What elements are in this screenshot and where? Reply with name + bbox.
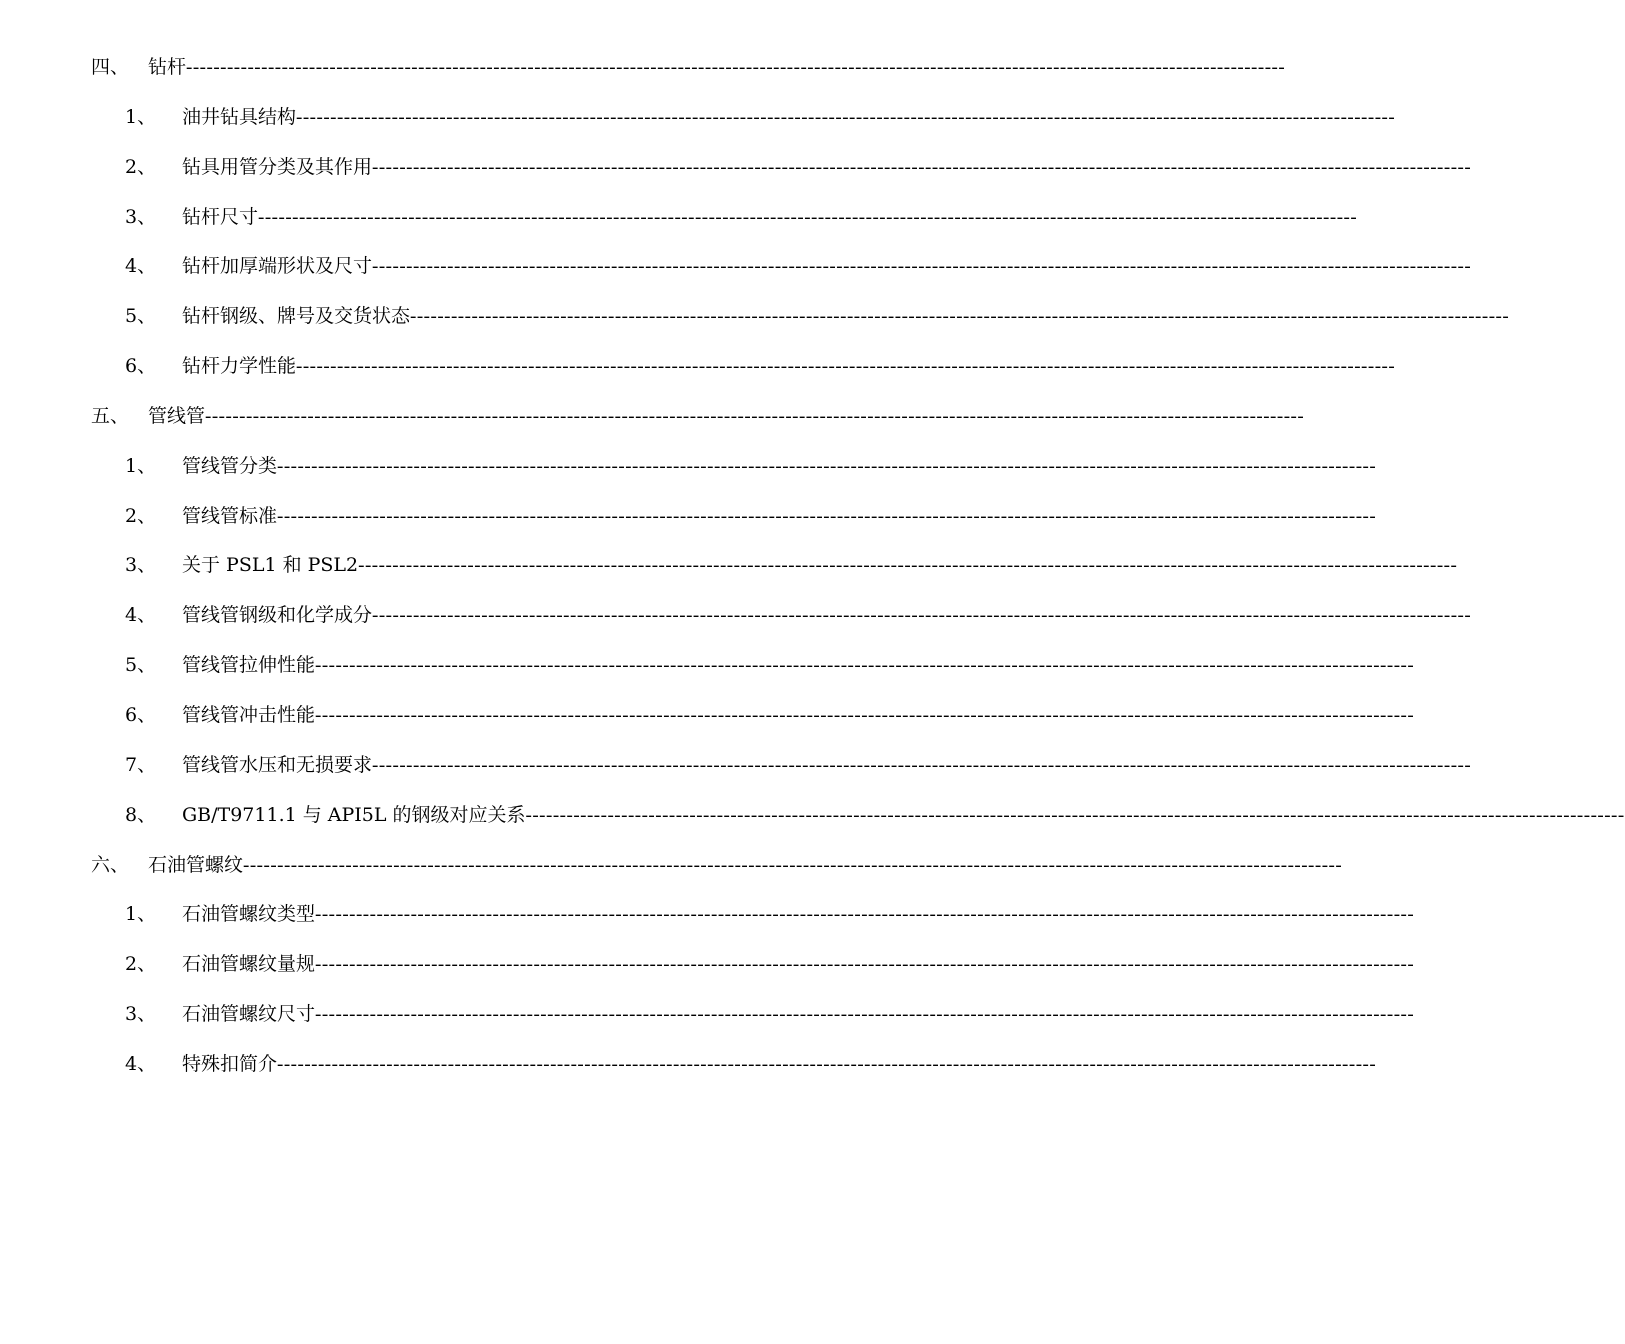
toc-number: 2、 bbox=[125, 155, 157, 178]
toc-number: 7、 bbox=[125, 753, 157, 776]
toc-chapter[interactable] bbox=[0, 47, 1286, 97]
toc-section[interactable] bbox=[0, 496, 1377, 546]
toc-number: 3、 bbox=[125, 554, 157, 577]
toc-number: 四、 bbox=[91, 56, 130, 78]
toc-leader: ----------------------------------------------------------------------------------------------------------------------------------------------------------------- bbox=[315, 655, 1415, 677]
toc-chapter[interactable] bbox=[0, 845, 1343, 895]
toc-number: 2、 bbox=[125, 953, 157, 976]
toc-title: GB/T9711.1 与 API5L 的钢级对应关系 bbox=[182, 803, 526, 826]
toc-leader: ----------------------------------------------------------------------------------------------------------------------------------------------------------------- bbox=[525, 804, 1625, 826]
toc-number: 五、 bbox=[91, 404, 130, 427]
toc-leader: ----------------------------------------------------------------------------------------------------------------------------------------------------------------- bbox=[277, 1053, 1377, 1075]
toc-leader: ----------------------------------------------------------------------------------------------------------------------------------------------------------------- bbox=[372, 605, 1472, 627]
toc-number: 6、 bbox=[125, 703, 157, 726]
toc-leader: ----------------------------------------------------------------------------------------------------------------------------------------------------------------- bbox=[410, 306, 1510, 328]
toc-section[interactable] bbox=[0, 97, 1396, 147]
toc-number: 六、 bbox=[91, 853, 130, 876]
toc-leader: ----------------------------------------------------------------------------------------------------------------------------------------------------------------- bbox=[296, 356, 1396, 378]
toc-leader: ----------------------------------------------------------------------------------------------------------------------------------------------------------------- bbox=[258, 206, 1358, 228]
toc-number: 4、 bbox=[125, 604, 157, 627]
toc-section[interactable] bbox=[0, 994, 1415, 1044]
toc-leader: ----------------------------------------------------------------------------------------------------------------------------------------------------------------- bbox=[315, 1004, 1415, 1026]
toc-number: 5、 bbox=[125, 305, 157, 328]
toc-number: 3、 bbox=[125, 205, 157, 228]
toc-leader: ----------------------------------------------------------------------------------------------------------------------------------------------------------------- bbox=[277, 455, 1377, 477]
toc-leader: ----------------------------------------------------------------------------------------------------------------------------------------------------------------- bbox=[315, 704, 1415, 726]
toc-number: 5、 bbox=[125, 654, 157, 677]
toc-section[interactable] bbox=[0, 944, 1415, 994]
toc-leader: ----------------------------------------------------------------------------------------------------------------------------------------------------------------- bbox=[372, 256, 1472, 278]
toc-section[interactable] bbox=[0, 894, 1415, 944]
toc-section[interactable] bbox=[0, 745, 1472, 795]
toc-chapter[interactable] bbox=[0, 396, 1305, 446]
toc-leader: ----------------------------------------------------------------------------------------------------------------------------------------------------------------- bbox=[315, 954, 1415, 976]
toc-section[interactable] bbox=[0, 595, 1472, 645]
toc-title: 钻杆力学性能 bbox=[182, 355, 297, 378]
toc-title: 油井钻具结构 bbox=[182, 105, 297, 128]
toc-title: 钻杆尺寸 bbox=[182, 205, 259, 228]
toc-leader: ----------------------------------------------------------------------------------------------------------------------------------------------------------------- bbox=[277, 505, 1377, 527]
toc-leader: ----------------------------------------------------------------------------------------------------------------------------------------------------------------- bbox=[243, 854, 1343, 876]
table-of-contents bbox=[0, 47, 1625, 1094]
toc-number: 4、 bbox=[125, 1052, 157, 1075]
toc-title: 钻杆 bbox=[148, 56, 187, 78]
toc-number: 1、 bbox=[125, 105, 157, 128]
toc-title: 管线管标准 bbox=[182, 504, 278, 527]
toc-number: 1、 bbox=[125, 454, 157, 477]
toc-section[interactable] bbox=[0, 446, 1377, 496]
toc-title: 钻杆钢级、牌号及交货状态 bbox=[182, 305, 411, 328]
toc-title: 石油管螺纹尺寸 bbox=[182, 1003, 316, 1026]
toc-leader: ----------------------------------------------------------------------------------------------------------------------------------------------------------------- bbox=[358, 555, 1458, 577]
toc-section[interactable] bbox=[0, 795, 1625, 845]
toc-title: 管线管水压和无损要求 bbox=[182, 753, 373, 776]
toc-leader: ----------------------------------------------------------------------------------------------------------------------------------------------------------------- bbox=[372, 754, 1472, 776]
toc-title: 特殊扣简介 bbox=[182, 1052, 278, 1075]
toc-leader: ----------------------------------------------------------------------------------------------------------------------------------------------------------------- bbox=[296, 106, 1396, 128]
toc-section[interactable] bbox=[0, 545, 1458, 595]
toc-number: 1、 bbox=[125, 903, 157, 926]
toc-title: 关于 PSL1 和 PSL2 bbox=[182, 554, 359, 577]
toc-section[interactable] bbox=[0, 197, 1358, 247]
toc-section[interactable] bbox=[0, 1044, 1377, 1094]
toc-title: 管线管拉伸性能 bbox=[182, 654, 316, 677]
toc-title: 管线管钢级和化学成分 bbox=[182, 604, 373, 627]
toc-leader: ----------------------------------------------------------------------------------------------------------------------------------------------------------------- bbox=[372, 156, 1472, 178]
toc-number: 6、 bbox=[125, 355, 157, 378]
toc-section[interactable] bbox=[0, 695, 1415, 745]
toc-section[interactable] bbox=[0, 645, 1415, 695]
toc-leader: ----------------------------------------------------------------------------------------------------------------------------------------------------------------- bbox=[205, 405, 1305, 427]
toc-section[interactable] bbox=[0, 296, 1510, 346]
toc-title: 石油管螺纹类型 bbox=[182, 903, 316, 926]
toc-title: 石油管螺纹量规 bbox=[182, 953, 316, 976]
toc-leader: ----------------------------------------------------------------------------------------------------------------------------------------------------------------- bbox=[186, 57, 1286, 78]
toc-section[interactable] bbox=[0, 346, 1396, 396]
toc-title: 管线管分类 bbox=[182, 454, 278, 477]
toc-title: 石油管螺纹 bbox=[148, 853, 244, 876]
toc-number: 3、 bbox=[125, 1003, 157, 1026]
toc-title: 管线管 bbox=[148, 404, 206, 427]
toc-number: 8、 bbox=[125, 803, 157, 826]
toc-number: 2、 bbox=[125, 504, 157, 527]
toc-number: 4、 bbox=[125, 255, 157, 278]
toc-title: 钻具用管分类及其作用 bbox=[182, 155, 373, 178]
toc-section[interactable] bbox=[0, 147, 1472, 197]
toc-section[interactable] bbox=[0, 246, 1472, 296]
toc-leader: ----------------------------------------------------------------------------------------------------------------------------------------------------------------- bbox=[315, 904, 1415, 926]
toc-title: 管线管冲击性能 bbox=[182, 703, 316, 726]
toc-title: 钻杆加厚端形状及尺寸 bbox=[182, 255, 373, 278]
